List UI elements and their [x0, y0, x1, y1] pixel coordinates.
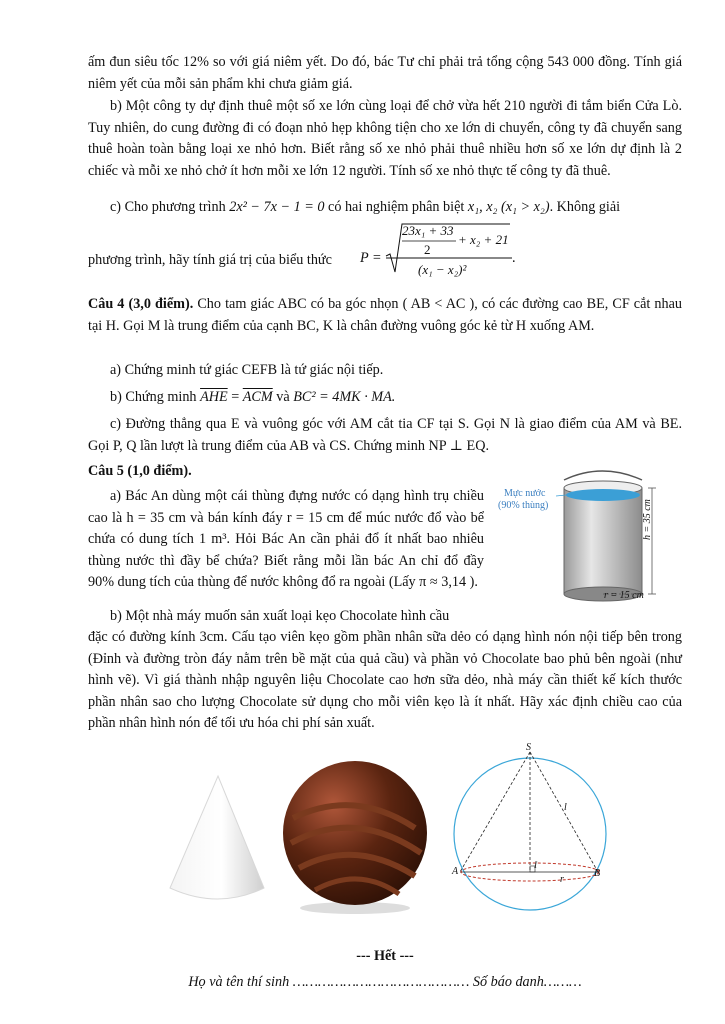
expr-frac-bot: 2: [424, 242, 431, 257]
problem4-a: a) Chứng minh tứ giác CEFB là tứ giác nội tiếp.: [110, 362, 384, 378]
point-B: B: [594, 868, 601, 879]
problem5-b-line1: b) Một nhà máy muốn sản xuất loại kẹo Chocolate hình cầu: [110, 608, 450, 624]
roots: x₁, x₂ (x₁ > x₂): [467, 199, 550, 215]
expr-num-rest: + x₂ + 21: [458, 232, 509, 247]
end-marker: --- Hết ---: [356, 948, 414, 964]
point-A: A: [452, 866, 459, 877]
point-S: S: [526, 742, 531, 753]
water-percent-label: (90% thùng): [498, 500, 549, 511]
problem4-b: [88, 387, 682, 409]
problem3-c: [88, 197, 682, 219]
chocolate-image: [275, 748, 435, 918]
equation: 2x² − 7x − 1 = 0: [229, 199, 325, 215]
expr-denominator: (x₁ − x₂)²: [418, 262, 467, 277]
equals-sign: =: [231, 389, 240, 405]
problem3-c-line2-text: phương trình, hãy tính giá trị của biểu thức: [88, 252, 332, 268]
water-level-label: Mực nước: [504, 488, 546, 499]
problem5-b: đặc có đường kính 3cm. Cấu tạo viên kẹo gồm phần nhân sữa dẻo có dạng hình nón nội tiếp bên trong (Đỉnh và đường tròn đáy nằm trên bề mặt của quả cầu) và phần vỏ Chocolate bao phủ bên ngoài (như hình vẽ). Vì giá thành nhập nguyên liệu Chocolate cao hơn sữa dẻo, nhà máy cần thiết kế kích thước phần nhân sao cho lượng Chocolate sử dụng cho mỗi viên kẹo là ít nhất. Hãy xác định chiều cao của phần nhân hình nón để tối ưu hóa chi phí sản xuất.: [88, 629, 682, 731]
candidate-line: Họ và tên thí sinh …………………………………… Số báo danh………: [188, 974, 582, 990]
expr-P-label: P =: [360, 250, 382, 266]
conjunction: và: [276, 389, 290, 405]
problem3-c-end: . Không giải: [549, 199, 621, 215]
sphere-cone-drawing: [450, 742, 610, 922]
problem4-c: c) Đường thẳng qua E và vuông góc với AM cắt tia CF tại S. Gọi N là giao điểm của AM và BE. Gọi P, Q lần lượt là trung điểm của AB và CS. Chứng minh NP ⊥ EQ.: [88, 416, 682, 454]
sphere-cone-figure: [450, 742, 610, 922]
cone-image: [160, 770, 270, 910]
problem4-intro: [88, 294, 682, 337]
relation-BC: BC² = 4MK · MA.: [293, 389, 396, 405]
problem5-a: a) Bác An dùng một cái thùng đựng nước có dạng hình trụ chiều cao là h = 35 cm và bán kính đáy r = 15 cm để múc nước đổ vào bể chứa có dung tích 1 m³. Hỏi Bác An cần phải đổ ít nhất bao nhiêu thùng nước thì đầy bể chứa? Biết rằng mỗi lần bác An chỉ đổ đầy 90% dung tích của thùng để nước không đổ ra ngoài (Lấy π ≈ 3,14 ).: [88, 488, 484, 590]
angle-ACM: $\overline{ACM}$: [242, 389, 273, 405]
radius-label: r = 15 cm: [604, 590, 644, 601]
height-label: h = 35 cm: [642, 499, 653, 540]
problem4-title: Câu 4 (3,0 điểm).: [88, 296, 194, 312]
expression-P: P = 23x₁ + 33 2 + x₂ + 21 (x₁ − x₂)² .: [360, 218, 530, 288]
angle-AHE: $\overline{AHE}$: [200, 389, 228, 405]
point-I: I: [534, 860, 537, 870]
expr-frac-top: 23x₁ + 33: [402, 223, 454, 238]
problem4-intro-text: Cho tam giác ABC có ba góc nhọn ( AB < AC ), có các đường cao BE, CF cắt nhau tại H. Gọi M là trung điểm của cạnh BC, K là chân đường vuông góc kẻ từ H xuống AM.: [88, 296, 682, 334]
chocolate-drawing: [275, 748, 435, 918]
problem5-title: Câu 5 (1,0 điểm).: [88, 463, 192, 479]
problem4-b-start: b) Chứng minh: [110, 389, 197, 405]
problem3-b: b) Một công ty dự định thuê một số xe lớn cùng loại để chở vừa hết 210 người đi tắm biển Cửa Lò. Tuy nhiên, do cung đường đi có đoạn nhỏ hẹp không tiện cho xe lớn di chuyển, công ty đã chuyển sang thuê hoàn toàn bằng loại xe nhỏ hơn. Biết rằng số xe nhỏ phải thuê nhiều hơn số xe lớn dự định là 2 chiếc và mỗi xe nhỏ chở ít hơn mỗi xe lớn 12 người. Tính số xe nhỏ thực tế công ty đã thuê.: [88, 98, 682, 179]
problem3-a-tail: ấm đun siêu tốc 12% so với giá niêm yết. Do đó, bác Tư chỉ phải trả tổng cộng 543 000 đồng. Tính giá niêm yết của mỗi sản phẩm khi chưa giảm giá.: [88, 54, 682, 92]
problem3-c-start: c) Cho phương trình: [110, 199, 226, 215]
problem3-c-mid: có hai nghiệm phân biệt: [328, 199, 465, 215]
radius-r-label: r: [560, 874, 564, 885]
slant-label: l: [564, 802, 567, 813]
cylinder-figure: [496, 468, 692, 608]
cone-drawing: [160, 770, 270, 910]
